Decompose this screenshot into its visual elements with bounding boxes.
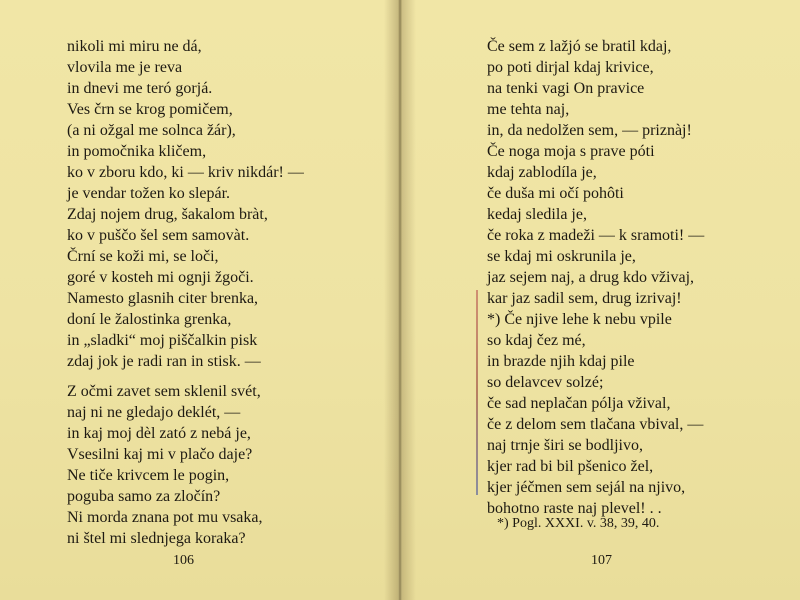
verse-line: Če sem z lažjó se bratil kdaj, xyxy=(487,38,672,55)
margin-pencil-mark xyxy=(476,290,478,495)
verse-line: Če noga moja s prave póti xyxy=(487,143,655,160)
right-stanza xyxy=(487,36,704,519)
verse-line: po poti dirjal kdaj krivice, xyxy=(487,59,654,76)
verse-line: Črní se koži mi, se loči, xyxy=(67,248,219,265)
verse-line: *) Če njive lehe k nebu vpile xyxy=(487,311,672,328)
verse-line: ko v puščo šel sem samovàt. xyxy=(67,227,250,244)
verse-line: poguba samo za zločín? xyxy=(67,488,221,505)
verse-line: jaz sejem naj, a drug kdo vživaj, xyxy=(487,269,695,286)
verse-line: če z delom sem tlačana vbival, — xyxy=(487,416,704,433)
verse-line: Z očmi zavet sem sklenil svét, xyxy=(67,383,261,400)
verse-line: Ni morda znana pot mu vsaka, xyxy=(67,509,263,526)
verse-line: so delavcev solzé; xyxy=(487,374,604,391)
verse-line: naj trnje širi se bodljivo, xyxy=(487,437,643,454)
verse-line: vlovila me je reva xyxy=(67,59,183,76)
verse-line: če sad neplačan pólja vžival, xyxy=(487,395,671,412)
verse-line: kar jaz sadil sem, drug izrivaj! xyxy=(487,290,682,307)
book-gutter xyxy=(384,0,416,600)
verse-line: kjer rad bi bil pšenico žel, xyxy=(487,458,654,475)
verse-line: kjer jéčmen sem sejál na njivo, xyxy=(487,479,686,496)
verse-line: doní le žalostinka grenka, xyxy=(67,311,232,328)
verse-line: in „sladki“ moj piščalkin pisk xyxy=(67,332,258,349)
verse-line: ni štel mi slednjega koraka? xyxy=(67,530,246,547)
footnote: *) Pogl. XXXI. v. 38, 39, 40. xyxy=(497,516,660,531)
verse-line: goré v kosteh mi ognji žgoči. xyxy=(67,269,254,286)
page-number-left: 106 xyxy=(173,553,194,568)
verse-line: in brazde njih kdaj pile xyxy=(487,353,635,370)
verse-line: in, da nedolžen sem, — priznàj! xyxy=(487,122,692,139)
verse-line: naj ni ne gledajo deklét, — xyxy=(67,404,241,421)
verse-line: in dnevi me teró gorjá. xyxy=(67,80,213,97)
verse-line: je vendar tožen ko slepár. xyxy=(67,185,231,202)
verse-line: nikoli mi miru ne dá, xyxy=(67,38,202,55)
verse-line: in pomočnika kličem, xyxy=(67,143,207,160)
verse-line: me tehta naj, xyxy=(487,101,570,118)
verse-line: Zdaj nojem drug, šakalom bràt, xyxy=(67,206,268,223)
verse-line: če duša mi očí pohôti xyxy=(487,185,624,202)
verse-line: Ne tiče krivcem le pogin, xyxy=(67,467,230,484)
verse-line: Vsesilni kaj mi v plačo daje? xyxy=(67,446,253,463)
verse-line: so kdaj čez mé, xyxy=(487,332,586,349)
verse-line: če roka z madeži — k sramoti! — xyxy=(487,227,705,244)
verse-line: kedaj sledila je, xyxy=(487,206,587,223)
verse-line: in kaj moj dèl zató z nebá je, xyxy=(67,425,251,442)
verse-line: Ves črn se krog pomičem, xyxy=(67,101,233,118)
verse-line: kdaj zablodíla je, xyxy=(487,164,597,181)
verse-line: na tenki vagi On pravice xyxy=(487,80,645,97)
verse-line: (a ni ožgal me solnca žár), xyxy=(67,122,236,139)
verse-line: bohotno raste naj plevel! . . xyxy=(487,500,662,517)
page-number-right: 107 xyxy=(591,553,612,568)
left-stanza-1 xyxy=(67,36,304,372)
left-stanza-2 xyxy=(67,381,263,549)
verse-line: ko v zboru kdo, ki — kriv nikdár! — xyxy=(67,164,304,181)
verse-line: Namesto glasnih citer brenka, xyxy=(67,290,259,307)
verse-line: se kdaj mi oskrunila je, xyxy=(487,248,636,265)
verse-line: zdaj jok je radi ran in stisk. — xyxy=(67,353,261,370)
